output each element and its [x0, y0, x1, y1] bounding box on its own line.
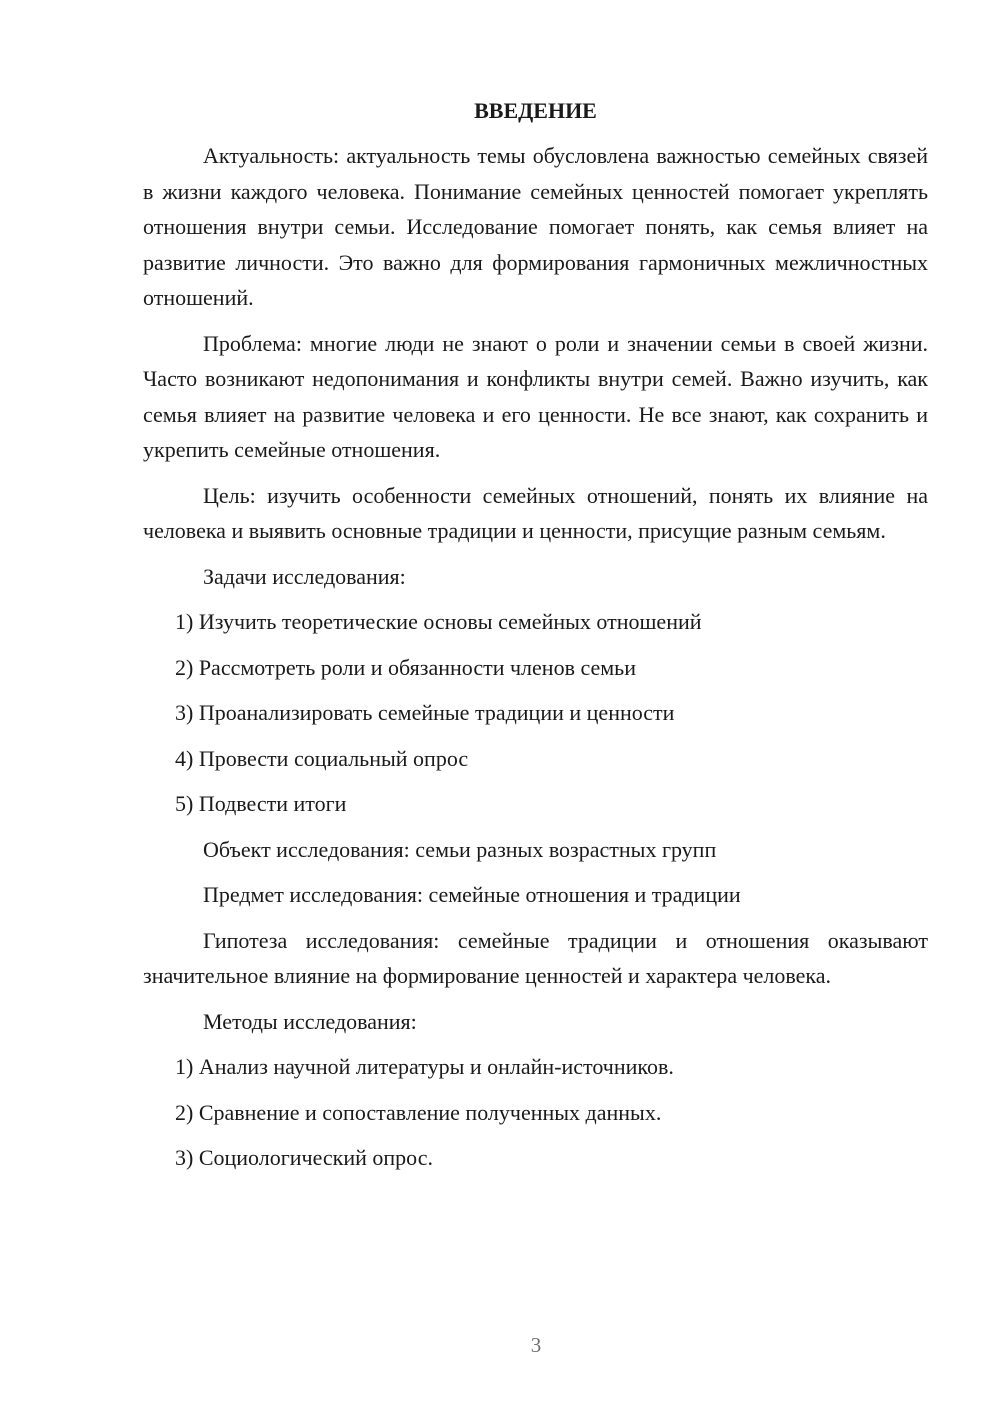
object-line: Объект исследования: семьи разных возрастных групп: [203, 836, 717, 862]
hypothesis-paragraph: Гипотеза исследования: семейные традиции и отношения оказывают значительное влияние на формирование ценностей и характера человека.: [143, 927, 928, 988]
relevance-paragraph: Актуальность: актуальность темы обусловлена важностью семейных связей в жизни каждого человека. Понимание семейных ценностей помогает укреплять отношения внутри семьи. Исследование помогает понять, как семья влияет на развитие личности. Это важно для формирования гармоничных межличностных отношений.: [143, 143, 928, 310]
list-item: 3) Проанализировать семейные традиции и ценности: [175, 700, 675, 725]
goal-paragraph: Цель: изучить особенности семейных отношений, понять их влияние на человека и выявить основные традиции и ценности, присущие разным семьям.: [143, 482, 928, 543]
page-content: [143, 96, 928, 1186]
problem-paragraph: Проблема: многие люди не знают о роли и значении семьи в своей жизни. Часто возникают недопонимания и конфликты внутри семей. Важно изучить, как семья влияет на развитие человека и его ценности. Не все знают, как сохранить и укрепить семейные отношения.: [143, 330, 928, 462]
tasks-list: [143, 604, 928, 822]
methods-heading: Методы исследования:: [203, 1008, 417, 1034]
page-title: ВВЕДЕНИЕ: [474, 98, 597, 123]
list-item: 1) Анализ научной литературы и онлайн-источников.: [175, 1054, 674, 1079]
subject-line: Предмет исследования: семейные отношения и традиции: [203, 882, 741, 907]
tasks-heading: Задачи исследования:: [203, 563, 406, 589]
list-item: 2) Рассмотреть роли и обязанности членов семьи: [175, 654, 636, 680]
list-item: 1) Изучить теоретические основы семейных отношений: [175, 609, 702, 634]
list-item: 2) Сравнение и сопоставление полученных данных.: [175, 1099, 662, 1125]
methods-list: [143, 1049, 928, 1176]
page-number: 3: [530, 1333, 542, 1357]
list-item: 3) Социологический опрос.: [175, 1145, 433, 1170]
list-item: 5) Подвести итоги: [175, 791, 347, 816]
list-item: 4) Провести социальный опрос: [175, 745, 469, 771]
